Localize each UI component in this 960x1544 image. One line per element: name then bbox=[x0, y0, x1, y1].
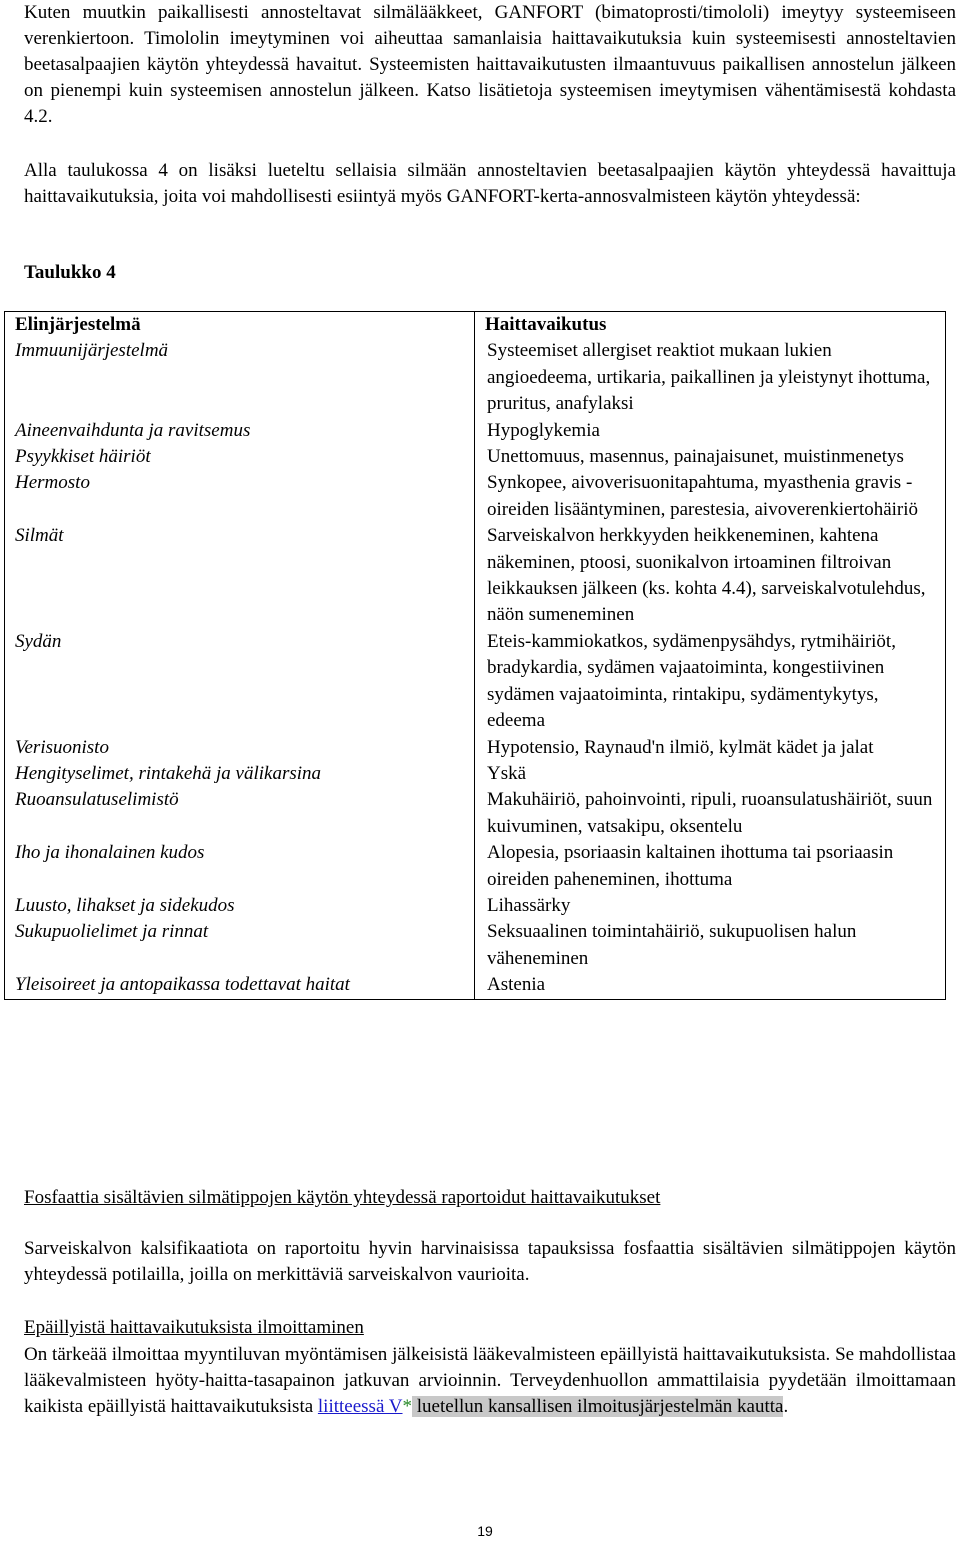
reporting-heading: Epäillyistä haittavaikutuksista ilmoittaminen bbox=[24, 1317, 364, 1338]
adverse-reaction-cell: Seksuaalinen toimintahäiriö, sukupuolisen halun väheneminen bbox=[475, 919, 946, 972]
appendix-v-link[interactable]: liitteessä V bbox=[317, 1396, 403, 1417]
page-number: 19 bbox=[477, 1523, 493, 1539]
table-caption: Taulukko 4 bbox=[24, 262, 116, 283]
table-row bbox=[5, 338, 946, 417]
adverse-reaction-cell: Yskä bbox=[475, 761, 946, 787]
adverse-reactions-table bbox=[4, 311, 946, 1000]
table-row bbox=[5, 470, 946, 523]
organ-system-cell: Immuunijärjestelmä bbox=[5, 338, 475, 417]
organ-system-cell: Verisuonisto bbox=[5, 735, 475, 761]
organ-system-cell: Iho ja ihonalainen kudos bbox=[5, 840, 475, 893]
adverse-reaction-cell: Hypotensio, Raynaud'n ilmiö, kylmät kädet ja jalat bbox=[475, 735, 946, 761]
adverse-reaction-cell: Lihassärky bbox=[475, 893, 946, 919]
organ-system-cell: Sukupuolielimet ja rinnat bbox=[5, 919, 475, 972]
table-row bbox=[5, 893, 946, 919]
adverse-reaction-cell: Hypoglykemia bbox=[475, 418, 946, 444]
organ-system-cell: Luusto, lihakset ja sidekudos bbox=[5, 893, 475, 919]
adverse-reaction-cell: Synkopee, aivoverisuonitapahtuma, myasthenia gravis -oireiden lisääntyminen, parestesia, aivoverenkiertohäiriö bbox=[475, 470, 946, 523]
table-body bbox=[5, 338, 946, 999]
organ-system-cell: Silmät bbox=[5, 523, 475, 629]
organ-system-cell: Hermosto bbox=[5, 470, 475, 523]
adverse-reaction-cell: Unettomuus, masennus, painajaisunet, muistinmenetys bbox=[475, 444, 946, 470]
reporting-highlighted-text: luetellun kansallisen ilmoitusjärjestelmän kautta bbox=[412, 1396, 784, 1417]
intro-paragraph: Kuten muutkin paikallisesti annosteltavat silmälääkkeet, GANFORT (bimatoprosti/timololi) imeytyy systeemiseen verenkiertoon. Timololin imeytyminen voi aiheuttaa samanlaisia haittavaikutuksia kuin systeemisesti annosteltavien beetasalpaajien käytön yhteydessä havaitut. Systeemisten haittavaikutusten ilmaantuvuus paikallisen annostelun jälkeen on pienempi kuin systeemisen annostelun jälkeen. Katso lisätietoja systeemisen imeytymisen vähentämisestä kohdasta 4.2. bbox=[24, 2, 956, 127]
adverse-reaction-cell: Astenia bbox=[475, 972, 946, 999]
table-row bbox=[5, 444, 946, 470]
reporting-paragraph bbox=[24, 1342, 956, 1420]
table-row bbox=[5, 972, 946, 999]
adverse-reaction-cell: Sarveiskalvon herkkyyden heikkeneminen, kahtena näkeminen, ptoosi, suonikalvon irtoaminen filtroivan leikkauksen jälkeen (ks. kohta 4.4), sarveiskalvotulehdus, näön sumeneminen bbox=[475, 523, 946, 629]
organ-system-cell: Yleisoireet ja antopaikassa todettavat haitat bbox=[5, 972, 475, 999]
organ-system-cell: Ruoansulatuselimistö bbox=[5, 787, 475, 840]
asterisk-marker: * bbox=[402, 1396, 413, 1417]
table-row bbox=[5, 919, 946, 972]
table-row bbox=[5, 523, 946, 629]
table-row bbox=[5, 761, 946, 787]
table-row bbox=[5, 735, 946, 761]
organ-system-cell: Psyykkiset häiriöt bbox=[5, 444, 475, 470]
table-intro-paragraph: Alla taulukossa 4 on lisäksi lueteltu sellaisia silmään annosteltavien beetasalpaajien käytön yhteydessä havaittuja haittavaikutuksia, joita voi mahdollisesti esiintyä myös GANFORT-kerta-annosvalmisteen käytön yhteydessä: bbox=[24, 160, 956, 207]
column-header-adverse-reaction: Haittavaikutus bbox=[475, 312, 946, 339]
adverse-reaction-cell: Alopesia, psoriaasin kaltainen ihottuma tai psoriaasin oireiden paheneminen, ihottuma bbox=[475, 840, 946, 893]
table-row bbox=[5, 629, 946, 735]
column-header-organ-system: Elinjärjestelmä bbox=[5, 312, 475, 339]
adverse-reaction-cell: Systeemiset allergiset reaktiot mukaan lukien angioedeema, urtikaria, paikallinen ja yleistynyt ihottuma, pruritus, anafylaksi bbox=[475, 338, 946, 417]
reporting-end: . bbox=[783, 1396, 789, 1417]
table-row bbox=[5, 840, 946, 893]
reporting-text: On tärkeää ilmoittaa myyntiluvan myöntämisen jälkeisistä lääkevalmisteen epäillyistä haittavaikutuksista. Se mahdollistaa lääkevalmisteen hyöty-haitta-tasapainon jatkuvan arvioinnin. Terveydenhuollon ammattilaisia pyydetään ilmoittamaan kaikista epäillyistä haittavaikutuksista bbox=[24, 1344, 956, 1417]
phosphate-paragraph: Sarveiskalvon kalsifikaatiota on raportoitu hyvin harvinaisissa tapauksissa fosfaattia sisältävien silmätippojen käytön yhteydessä potilailla, joilla on merkittäviä sarveiskalvon vaurioita. bbox=[24, 1238, 956, 1285]
organ-system-cell: Sydän bbox=[5, 629, 475, 735]
table-row bbox=[5, 418, 946, 444]
table-header-row bbox=[5, 312, 946, 339]
table-row bbox=[5, 787, 946, 840]
organ-system-cell: Hengityselimet, rintakehä ja välikarsina bbox=[5, 761, 475, 787]
adverse-reaction-cell: Makuhäiriö, pahoinvointi, ripuli, ruoansulatushäiriöt, suun kuivuminen, vatsakipu, oksentelu bbox=[475, 787, 946, 840]
phosphate-heading: Fosfaattia sisältävien silmätippojen käytön yhteydessä raportoidut haittavaikutukset bbox=[24, 1187, 661, 1208]
organ-system-cell: Aineenvaihdunta ja ravitsemus bbox=[5, 418, 475, 444]
adverse-reaction-cell: Eteis-kammiokatkos, sydämenpysähdys, rytmihäiriöt, bradykardia, sydämen vajaatoiminta, kongestiivinen sydämen vajaatoiminta, rintakipu, sydämentykytys, edeema bbox=[475, 629, 946, 735]
